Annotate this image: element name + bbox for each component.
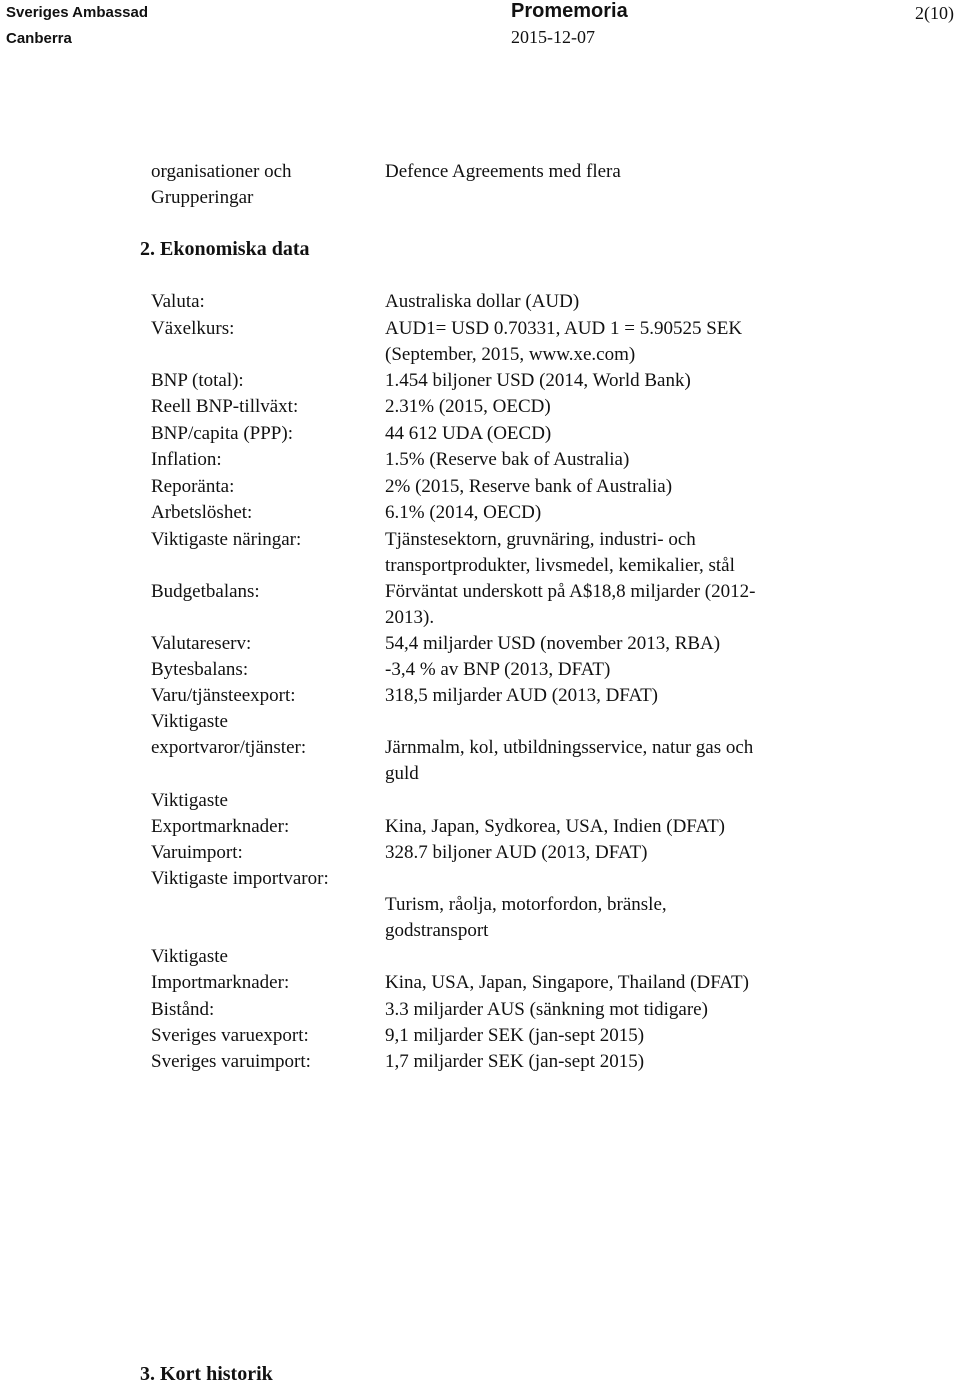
- row-label: Importmarknader:: [151, 972, 290, 993]
- row-value: 6.1% (2014, OECD): [385, 502, 542, 523]
- row-value: 1.5% (Reserve bak of Australia): [385, 449, 630, 470]
- row-value: 318,5 miljarder AUD (2013, DFAT): [385, 685, 659, 706]
- row-label: Viktigaste: [151, 946, 228, 967]
- row-label: Reporänta:: [151, 476, 235, 497]
- row-value: godstransport: [385, 920, 489, 941]
- row-value: 1.454 biljoner USD (2014, World Bank): [385, 370, 691, 391]
- header-city: Canberra: [6, 30, 72, 47]
- row-value: AUD1= USD 0.70331, AUD 1 = 5.90525 SEK: [385, 318, 743, 339]
- row-value: Kina, Japan, Sydkorea, USA, Indien (DFAT): [385, 816, 726, 837]
- row-label: Inflation:: [151, 449, 222, 470]
- header-date: 2015-12-07: [511, 27, 595, 47]
- row-label: Reell BNP-tillväxt:: [151, 396, 299, 417]
- intro-label-line: Grupperingar: [151, 187, 254, 208]
- row-label: Sveriges varuexport:: [151, 1025, 309, 1046]
- header-organization: Sveriges Ambassad: [6, 4, 149, 21]
- row-label: BNP/capita (PPP):: [151, 423, 293, 444]
- row-label: Viktigaste: [151, 711, 228, 732]
- row-value: 2% (2015, Reserve bank of Australia): [385, 476, 673, 497]
- row-label: Viktigaste näringar:: [151, 529, 302, 550]
- header-doc-type: Promemoria: [511, 0, 628, 22]
- row-value: 328.7 biljoner AUD (2013, DFAT): [385, 842, 648, 863]
- row-label: Exportmarknader:: [151, 816, 290, 837]
- row-label: Växelkurs:: [151, 318, 235, 339]
- row-value: 44 612 UDA (OECD): [385, 423, 552, 444]
- row-label: exportvaror/tjänster:: [151, 737, 307, 758]
- row-value: 1,7 miljarder SEK (jan-sept 2015): [385, 1051, 645, 1072]
- row-value: Australiska dollar (AUD): [385, 291, 580, 312]
- row-label: Valuta:: [151, 291, 205, 312]
- row-label: Bistånd:: [151, 999, 215, 1020]
- row-value: 3.3 miljarder AUS (sänkning mot tidigare): [385, 999, 708, 1020]
- row-value: Järnmalm, kol, utbildningsservice, natur gas och: [385, 737, 754, 758]
- row-value: 2.31% (2015, OECD): [385, 396, 551, 417]
- row-value: Förväntat underskott på A$18,8 miljarder (2012-: [385, 581, 756, 602]
- row-value: Turism, råolja, motorfordon, bränsle,: [385, 894, 667, 915]
- row-value: 9,1 miljarder SEK (jan-sept 2015): [385, 1025, 645, 1046]
- row-value: guld: [385, 763, 419, 784]
- section-heading: 3. Kort historik: [140, 1363, 273, 1385]
- row-value: Kina, USA, Japan, Singapore, Thailand (DFAT): [385, 972, 749, 993]
- row-label: Budgetbalans:: [151, 581, 260, 602]
- row-label: Viktigaste: [151, 790, 228, 811]
- row-label: Arbetslöshet:: [151, 502, 253, 523]
- row-value: 54,4 miljarder USD (november 2013, RBA): [385, 633, 721, 654]
- intro-value: Defence Agreements med flera: [385, 161, 621, 182]
- header-page-number: 2(10): [915, 3, 954, 23]
- row-label: Valutareserv:: [151, 633, 252, 654]
- row-value: 2013).: [385, 607, 435, 628]
- row-label: Varu/tjänsteexport:: [151, 685, 296, 706]
- row-value: (September, 2015, www.xe.com): [385, 344, 636, 365]
- row-label: Varuimport:: [151, 842, 243, 863]
- row-label: Sveriges varuimport:: [151, 1051, 311, 1072]
- section-heading: 2. Ekonomiska data: [140, 238, 310, 260]
- row-label: BNP (total):: [151, 370, 244, 391]
- row-value: Tjänstesektorn, gruvnäring, industri- och: [385, 529, 696, 550]
- row-value: transportprodukter, livsmedel, kemikalier, stål: [385, 555, 735, 576]
- row-value: -3,4 % av BNP (2013, DFAT): [385, 659, 611, 680]
- row-label: Viktigaste importvaror:: [151, 868, 329, 889]
- intro-label-line: organisationer och: [151, 161, 292, 182]
- row-label: Bytesbalans:: [151, 659, 249, 680]
